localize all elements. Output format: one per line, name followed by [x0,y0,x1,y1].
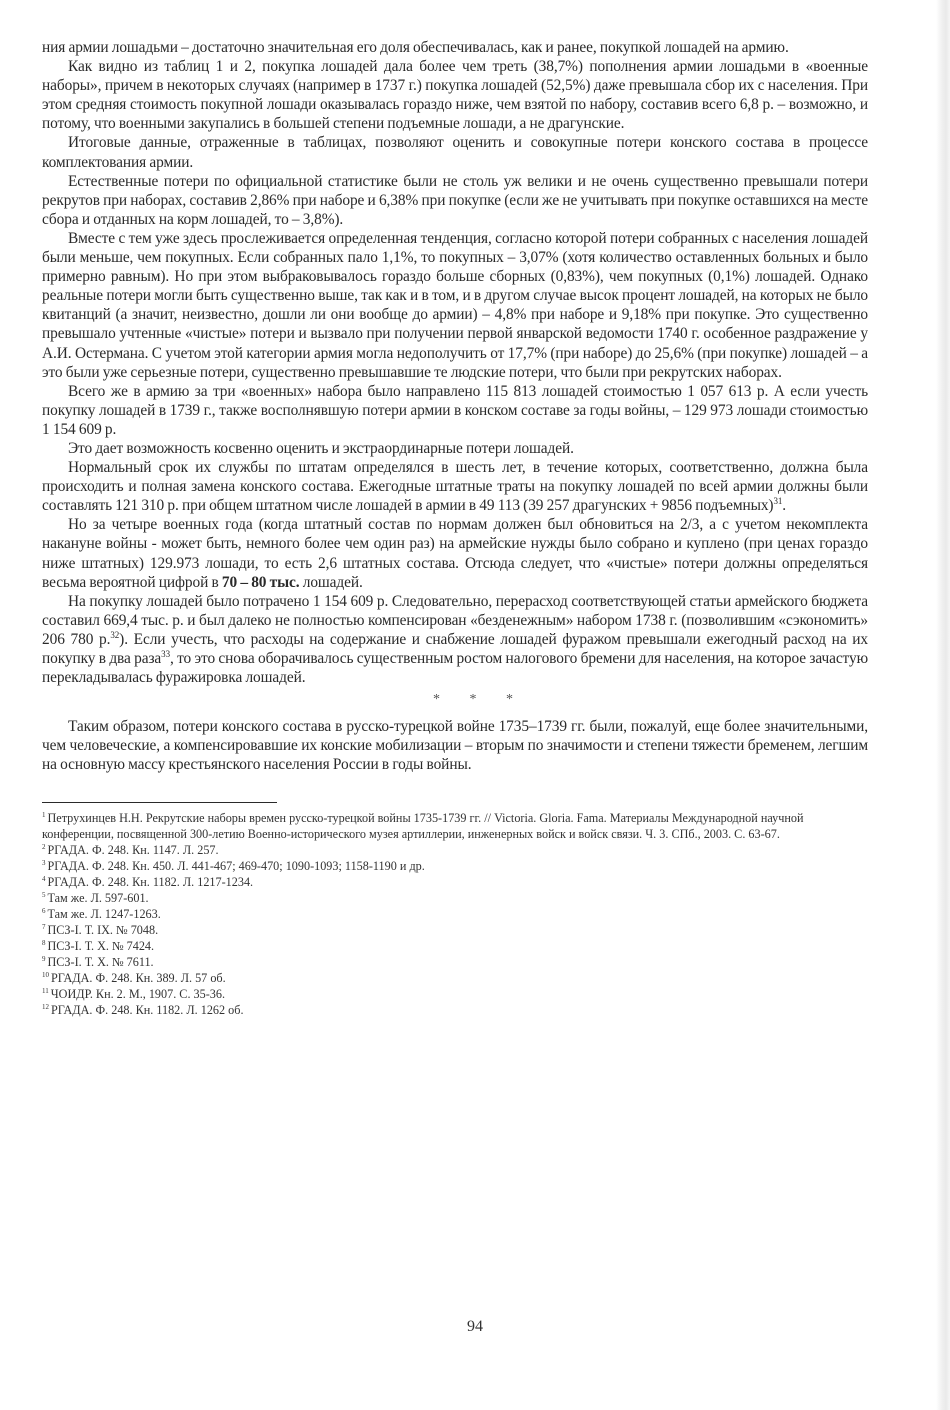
footnote-divider [42,802,277,803]
footnote: $^{11}$ ЧОИДР. Кн. 2. М., 1907. С. 35-36. [42,987,226,1002]
page-number: 94 [467,1318,483,1335]
footnote: $^{10}$ РГАДА. Ф. 248. Кн. 389. Л. 57 об. [42,971,226,986]
section-separator: * * * [433,692,513,708]
paragraph: Это дает возможность косвенно оценить и экстраординарные потери лошадей. [68,439,574,457]
paragraph: Нормальный срок их службы по штатам определялся в шесть лет, в течение которых, соответственно, должна была происходить и полная замена конского состава. Ежегодные штатные траты на покупку лошадей по всей армии должны были составлять 121 310 р. при общем штатном числе лошадей в армии в 49 113 (39 257 драгунских + 9856 подъемных)$^{31}$. [42,459,868,515]
paragraph: Но за четыре военных года (когда штатный состав по нормам должен был обновиться на 2/3, а с учетом некомплекта накануне войны - может быть, немного более чем один раз) на армейские нужды было собрано и куплено (при ценах гораздо ниже штатных) 129.973 лошади, то есть 2,6 штатных состава. Отсюда следует, что «чистые» потери должны определяться весьма вероятной цифрой в 70 – 80 тыс. лошадей. [42,516,868,591]
footnotes [42,810,868,1018]
paragraph: На покупку лошадей было потрачено 1 154 609 р. Следовательно, перерасход соответствующей статьи армейского бюджета составил 669,4 тыс. р. и был далеко не полностью компенсирован «безденежным» набором 1738 г. (позволившим «сэкономить» 206 780 р.$^{32}$). Если учесть, что расходы на содержание и снабжение лошадей фуражом превышали ежегодный расход на их покупку в два раза$^{33}$, то это снова оборачивалось существенным ростом налогового бремени для населения, на которое зачастую перекладывалась фуражировка лошадей. [42,592,868,687]
footnote-ref[interactable]: 31 [773,496,783,507]
conclusion-paragraph: Таким образом, потери конского состава в русско-турецкой войне 1735–1739 гг. были, пожалуй, еще более значительными, чем человеческие, а компенсировавшие их конские мобилизации – вторым по значимости и степени тяжести бременем, легшим на основную массу крестьянского населения России в годы войны. [42,718,868,774]
paragraph: Вместе с тем уже здесь прослеживается определенная тенденция, согласно которой потери собранных с населения лошадей были меньше, чем покупных. Если собранных пало 1,1%, то покупных – 3,07% (хотя количество оставленных больных и было примерно равным). Но при этом выбраковывалось гораздо больше сборных (0,83%), чем покупных (0,1%) лошадей. Однако реальные потери могли быть существенно выше, так как и в том, и в другом случае высок процент лошадей, на которых не было квитанций (а значит, неизвестно, дошли ли они вообще до армии) – 4,8% при наборе и 9,18% при покупке. Это существенно превышало учтенные «чистые» потери и вызвало при получении первой январской ведомости 1740 г. особенное раздражение у А.И. Остермана. С учетом этой категории армия могла недополучить от 17,7% (при наборе) до 25,6% (при покупке) лошадей – а это были уже серьезные потери, существенно превышавшие те людские потери, что были при рекрутских наборах. [42,229,868,381]
paragraph: Как видно из таблиц 1 и 2, покупка лошадей дала более чем треть (38,7%) пополнения армии лошадьми в «военные наборы», причем в некоторых случаях (например в 1737 г.) покупка лошадей (52,5%) даже превышала сбор их с населения. При этом средняя стоимость покупной лошади оказывалась гораздо ниже, чем взятой по набору, составив всего 6,8 р. – возможно, и потому, что военными закупались в большей степени подъемные лошади, а не драгунские. [42,58,868,133]
paragraph: Итоговые данные, отраженные в таблицах, позволяют оценить и совокупные потери конского состава в процессе комплектования армии. [42,134,868,171]
paragraph: ния армии лошадьми – достаточно значительная его доля обеспечивалась, как и ранее, покупкой лошадей на армию. [42,39,789,56]
footnote: $^9$ ПСЗ-I. Т. X. № 7611. [42,955,154,970]
paragraph: Естественные потери по официальной статистике были не столь уж велики и не очень существенно превышали потери рекрутов при наборах, составив 2,86% при наборе и 6,38% при покупке (если же не учитывать при покупке оставшихся на месте сбора и отданных на корм лошадей, то – 3,8%). [42,172,868,228]
footnote: $^5$ Там же. Л. 597-601. [42,891,149,906]
footnote: $^4$ РГАДА. Ф. 248. Кн. 1182. Л. 1217-1234. [42,875,254,890]
body-text [42,38,868,774]
footnote: $^{12}$ РГАДА. Ф. 248. Кн. 1182. Л. 1262 об. [42,1003,244,1018]
footnote: $^7$ ПСЗ-I. Т. IX. № 7048. [42,923,159,938]
paragraph: Всего же в армию за три «военных» набора было направлено 115 813 лошадей стоимостью 1 057 613 р. А если учесть покупку лошадей в 1739 г., также восполнявшую потери армии в конском составе за годы войны, – 129 973 лошади стоимостью 1 154 609 р. [42,382,868,438]
emphasis: 70 – 80 тыс. [221,573,300,591]
document-page [42,38,868,1018]
footnote: $^3$ РГАДА. Ф. 248. Кн. 450. Л. 441-467; 469-470; 1090-1093; 1158-1190 и др. [42,859,425,874]
footnote: $^6$ Там же. Л. 1247-1263. [42,907,161,922]
page-edge-shadow [936,0,950,1410]
footnote-ref[interactable]: 33 [161,648,170,659]
footnote: $^1$ Петрухинцев Н.Н. Рекрутские наборы времен русско-турецкой войны 1735-1739 гг. // Victoria. Gloria. Fama. Материалы Международной научной конференции, посвященной 300-летию Военно-исторического музея артиллерии, инженерных войск и войск связи. Ч. 3. СПб., 2003. С. 63-67. [42,811,804,842]
footnote: $^8$ ПСЗ-I. Т. X. № 7424. [42,939,155,954]
footnote: $^2$ РГАДА. Ф. 248. Кн. 1147. Л. 257. [42,843,219,858]
footnote-ref[interactable]: 32 [110,629,120,640]
